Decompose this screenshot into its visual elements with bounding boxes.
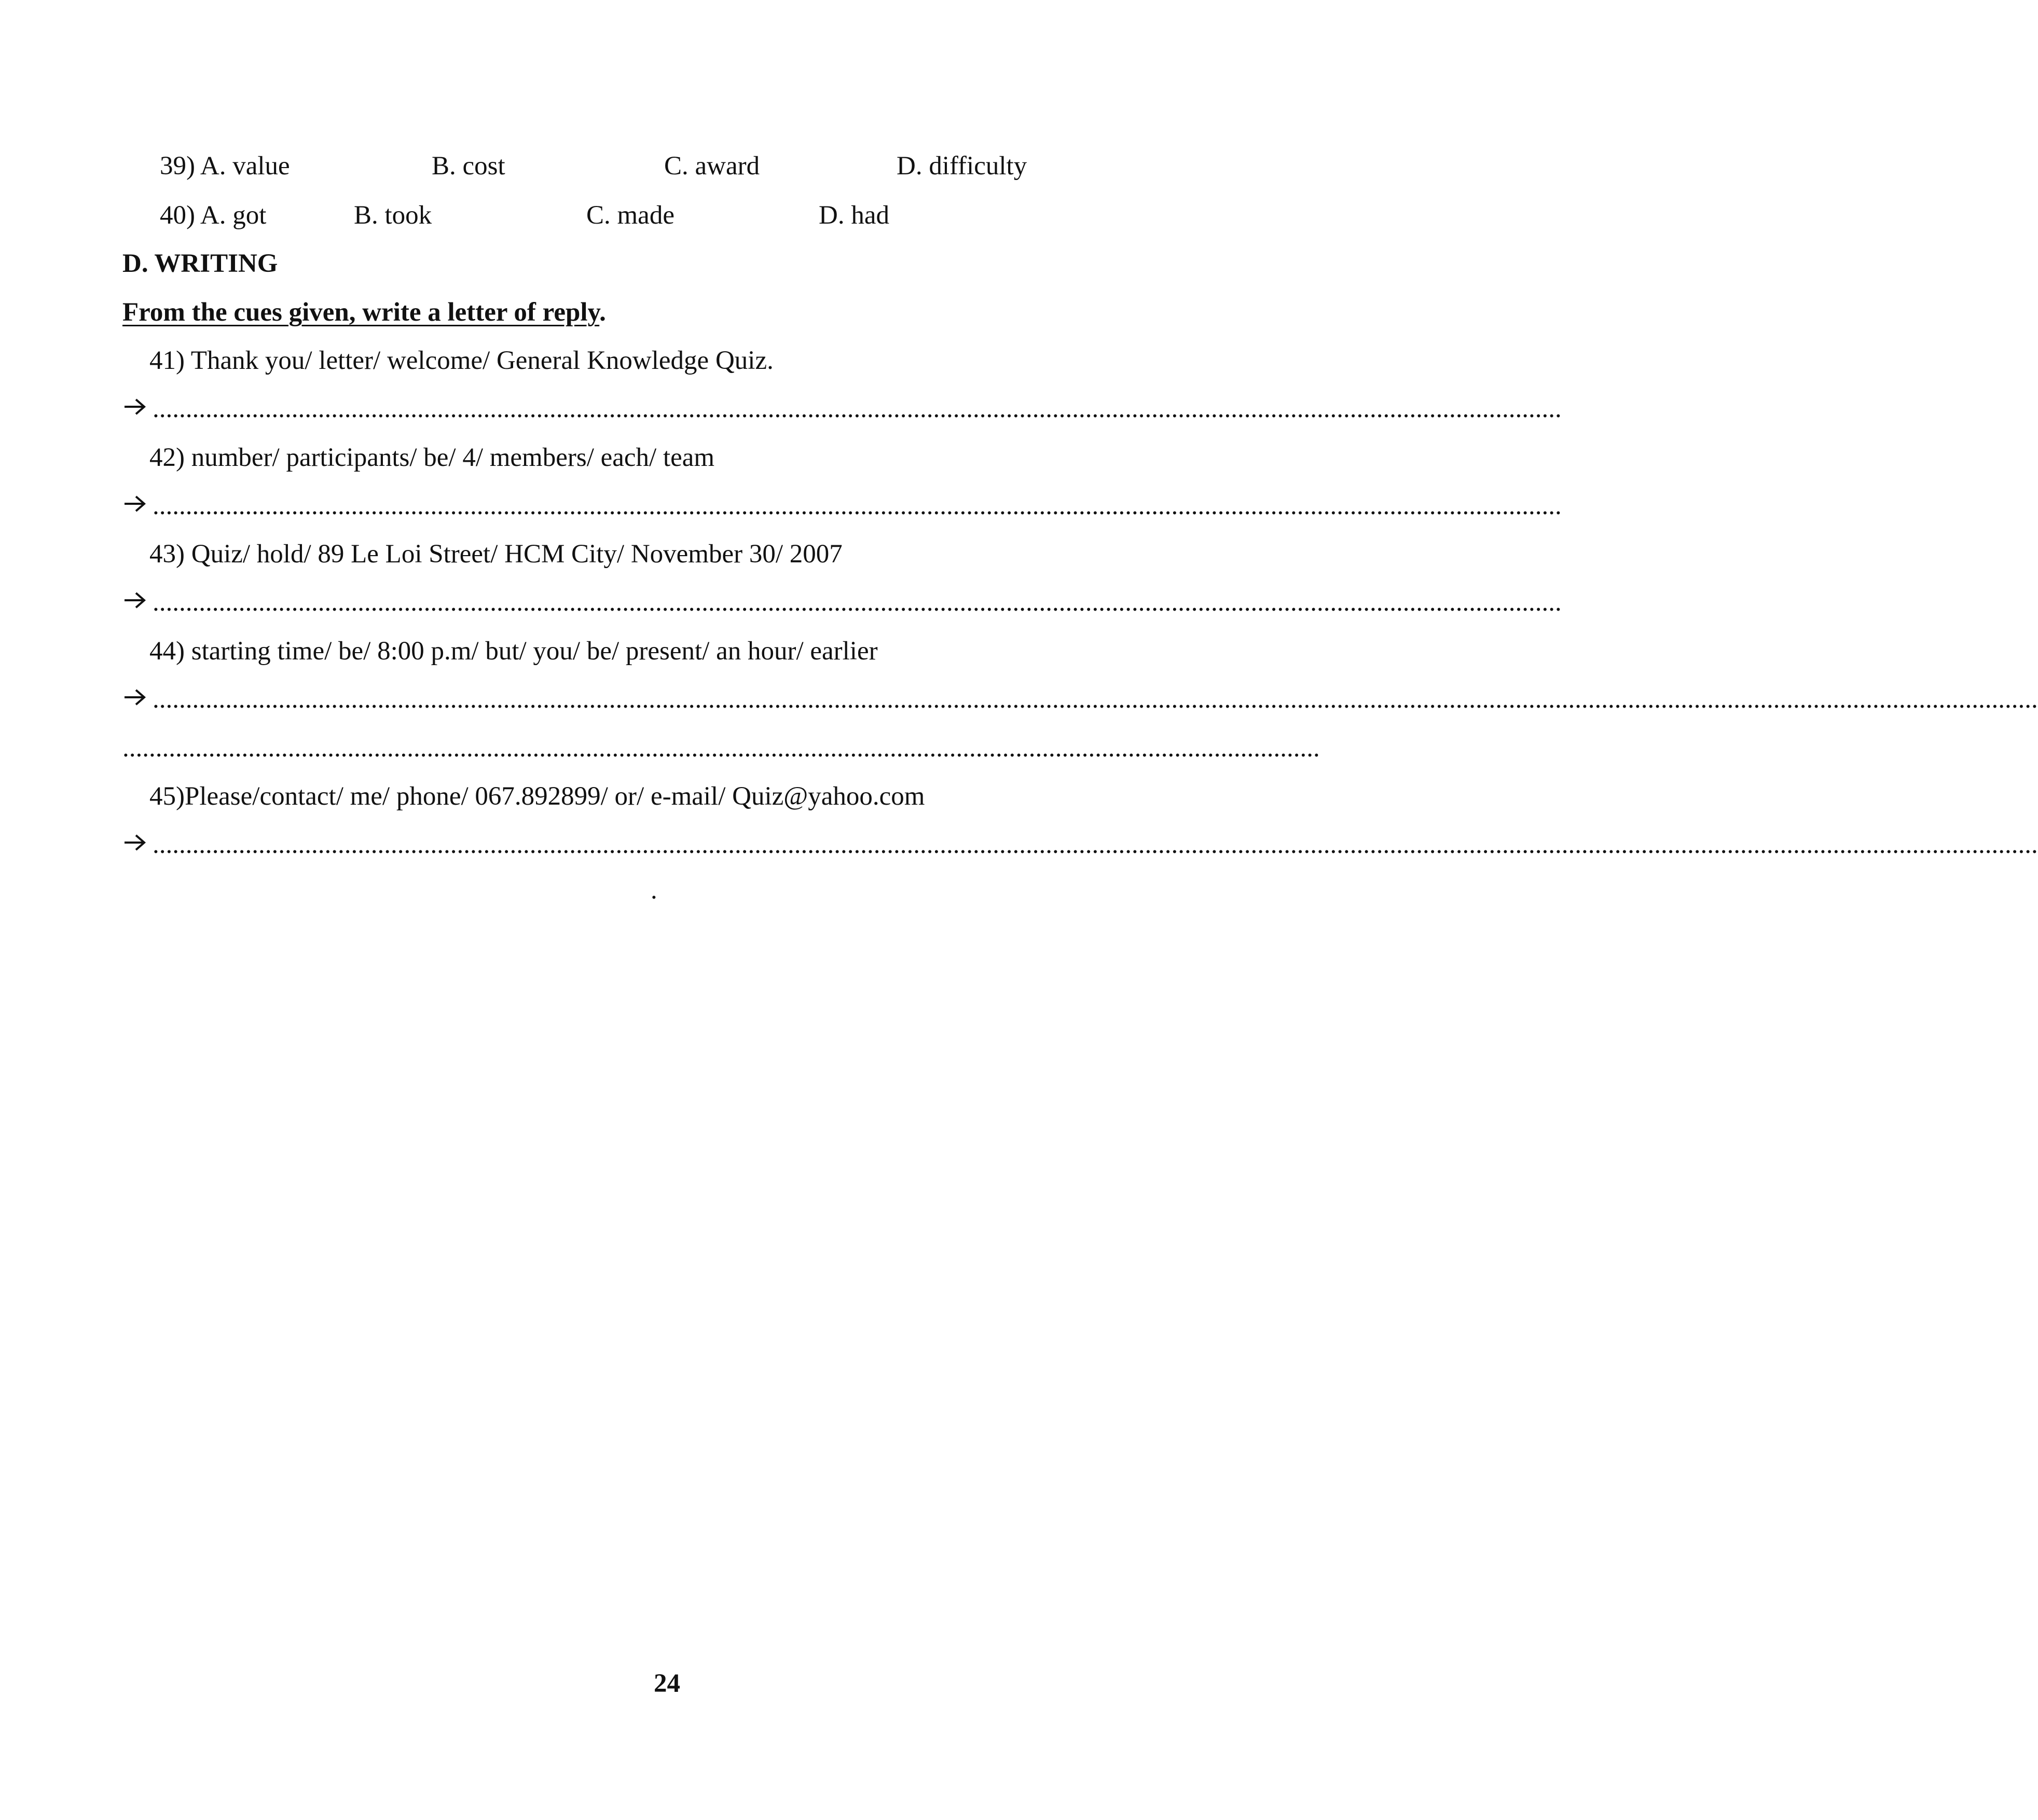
q40-option-c: C. made — [586, 201, 674, 230]
right-arrow-icon — [122, 396, 153, 417]
answer-dots: ..................................................................................................................................................................................................................... — [153, 491, 1562, 520]
right-arrow-icon — [122, 590, 153, 611]
q39-option-a-text: A. value — [200, 151, 290, 181]
q39-number: 39) — [160, 151, 195, 181]
question-42-answer-line[interactable] — [122, 490, 1562, 521]
q40-option-b: B. took — [354, 201, 432, 230]
q39-option-c: C. award — [664, 151, 760, 181]
question-43-cue: 43) Quiz/ hold/ 89 Le Loi Street/ HCM City/ November 30/ 2007 — [149, 540, 843, 569]
question-44-cue: 44) starting time/ be/ 8:00 p.m/ but/ you/ be/ present/ an hour/ earlier — [149, 637, 878, 666]
page-number: 24 — [654, 1669, 680, 1698]
question-43-answer-line[interactable] — [122, 587, 1562, 618]
right-arrow-icon — [122, 493, 153, 514]
right-arrow-icon — [122, 832, 153, 853]
question-42-cue: 42) number/ participants/ be/ 4/ members/ each/ team — [149, 443, 715, 472]
q40-number: 40) — [160, 201, 195, 230]
answer-dots: ..................................................................................................................................................................................................................... — [153, 588, 1562, 617]
question-45-cue: 45)Please/contact/ me/ phone/ 067.892899/ or/ e-mail/ Quiz@yahoo.com — [149, 782, 925, 811]
answer-dots: ............................................................................................................................................................................................................................................................................................. — [153, 830, 2038, 859]
q40-option-d: D. had — [819, 201, 889, 230]
question-41-cue: 41) Thank you/ letter/ welcome/ General Knowledge Quiz. — [149, 346, 774, 375]
q40-option-a — [160, 200, 266, 231]
q39-option-d: D. difficulty — [897, 151, 1027, 181]
question-41-answer-line[interactable] — [122, 393, 1562, 424]
trailing-mark: . — [651, 876, 657, 905]
q40-option-a-text: A. got — [200, 201, 267, 230]
section-title: D. WRITING — [122, 249, 278, 278]
answer-dots: ..................................................................................................................................................................................................................... — [153, 394, 1562, 423]
section-instruction — [122, 297, 606, 328]
right-arrow-icon — [122, 687, 153, 708]
question-44-answer-line[interactable] — [122, 684, 2038, 715]
q39-option-b: B. cost — [432, 151, 505, 181]
answer-dots: ............................................................................................................................................................................................................................................................................................. — [153, 685, 2038, 714]
answer-dots: ..................................................................................................................................................................................... — [122, 734, 1320, 763]
question-44-answer-line-2[interactable] — [122, 733, 1320, 764]
q39-option-a — [160, 150, 290, 182]
instruction-period: . — [599, 298, 606, 327]
question-45-answer-line[interactable] — [122, 829, 2038, 860]
instruction-text: From the cues given, write a letter of reply — [122, 298, 600, 327]
